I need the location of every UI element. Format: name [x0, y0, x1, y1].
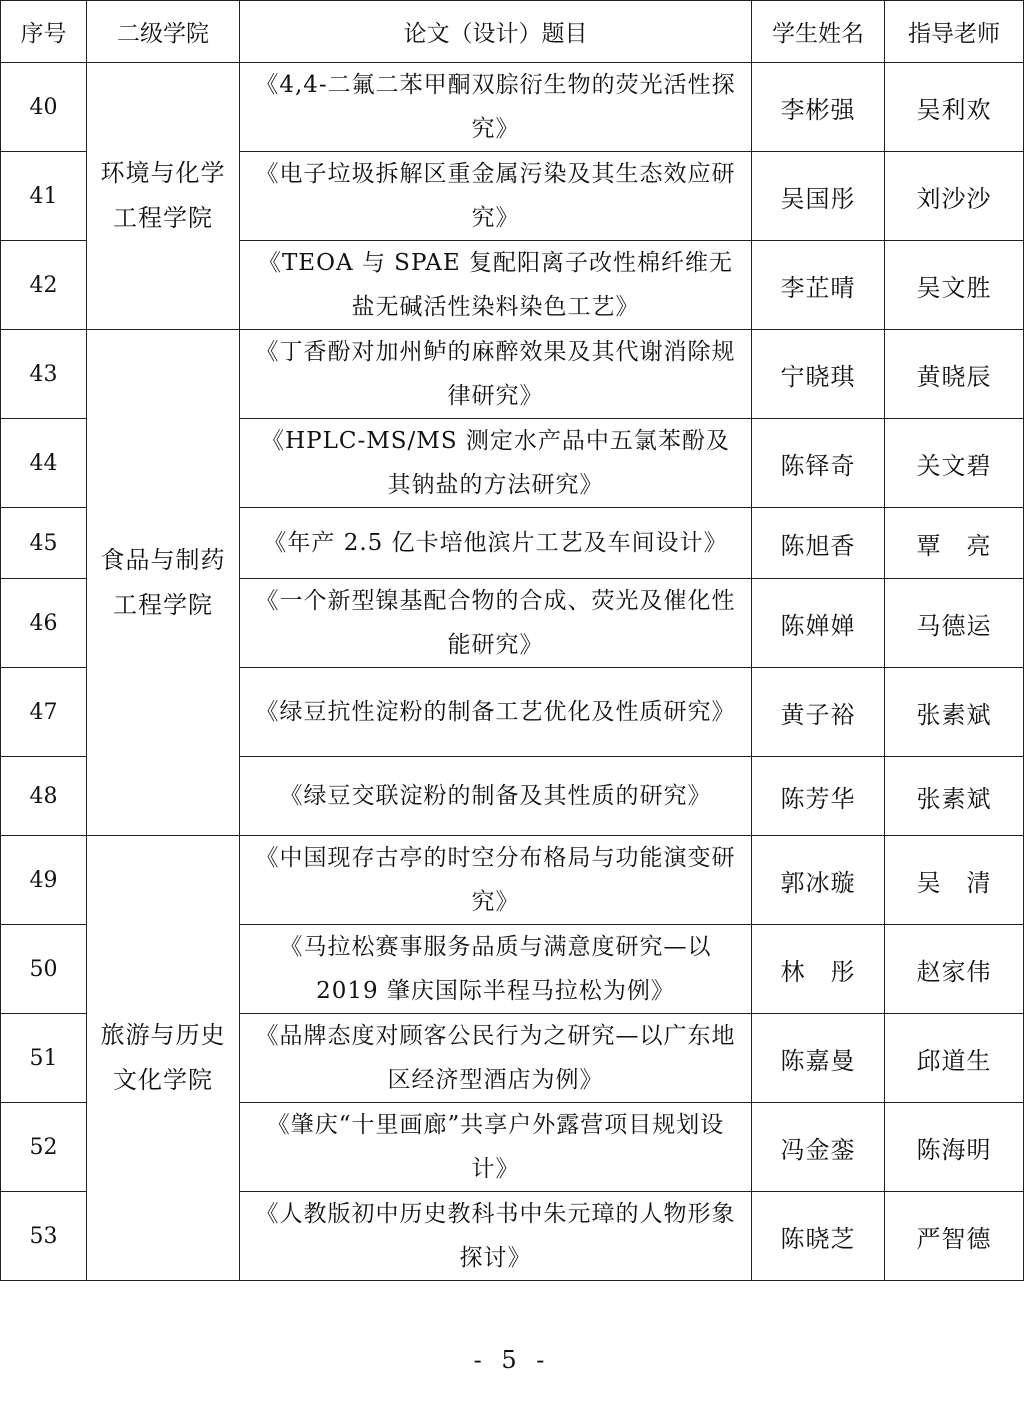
college-line: 环境与化学 — [100, 159, 226, 187]
row-num: 43 — [1, 330, 87, 419]
student-name: 陈铎奇 — [752, 419, 885, 508]
row-num: 50 — [1, 925, 87, 1014]
thesis-title: 《HPLC-MS/MS 测定水产品中五氯苯酚及其钠盐的方法研究》 — [240, 419, 752, 508]
thesis-title: 《中国现存古亭的时空分布格局与功能演变研究》 — [240, 836, 752, 925]
row-num: 51 — [1, 1014, 87, 1103]
header-advisor: 指导老师 — [885, 1, 1024, 63]
row-num: 52 — [1, 1103, 87, 1192]
student-name: 陈旭香 — [752, 508, 885, 579]
row-num: 45 — [1, 508, 87, 579]
student-name: 陈芳华 — [752, 757, 885, 836]
college-cell-env — [87, 63, 240, 330]
student-name: 黄子裕 — [752, 668, 885, 757]
thesis-title: 《绿豆抗性淀粉的制备工艺优化及性质研究》 — [240, 668, 752, 757]
header-title: 论文（设计）题目 — [240, 1, 752, 63]
student-name: 陈嘉曼 — [752, 1014, 885, 1103]
advisor-name: 吴利欢 — [885, 63, 1024, 152]
thesis-title: 《年产 2.5 亿卡培他滨片工艺及车间设计》 — [240, 508, 752, 579]
student-name: 林 彤 — [752, 925, 885, 1014]
row-num: 41 — [1, 152, 87, 241]
student-name: 陈晓芝 — [752, 1192, 885, 1281]
advisor-name: 陈海明 — [885, 1103, 1024, 1192]
thesis-title: 《马拉松赛事服务品质与满意度研究—以 2019 肇庆国际半程马拉松为例》 — [240, 925, 752, 1014]
advisor-name: 吴 清 — [885, 836, 1024, 925]
row-num: 47 — [1, 668, 87, 757]
advisor-name: 吴文胜 — [885, 241, 1024, 330]
student-name: 吴国彤 — [752, 152, 885, 241]
thesis-title: 《4,4-二氟二苯甲酮双腙衍生物的荧光活性探究》 — [240, 63, 752, 152]
row-num: 42 — [1, 241, 87, 330]
college-line: 旅游与历史 — [100, 1021, 226, 1049]
thesis-title: 《TEOA 与 SPAE 复配阳离子改性棉纤维无盐无碱活性染料染色工艺》 — [240, 241, 752, 330]
college-line: 工程学院 — [113, 590, 213, 619]
student-name: 李芷晴 — [752, 241, 885, 330]
header-student: 学生姓名 — [752, 1, 885, 63]
college-cell-food — [87, 330, 240, 836]
student-name: 李彬强 — [752, 63, 885, 152]
advisor-name: 关文碧 — [885, 419, 1024, 508]
table-row — [1, 330, 1024, 419]
student-name: 宁晓琪 — [752, 330, 885, 419]
thesis-title: 《肇庆“十里画廊”共享户外露营项目规划设计》 — [240, 1103, 752, 1192]
student-name: 郭冰璇 — [752, 836, 885, 925]
row-num: 46 — [1, 579, 87, 668]
row-num: 49 — [1, 836, 87, 925]
advisor-name: 张素斌 — [885, 668, 1024, 757]
advisor-name: 黄晓辰 — [885, 330, 1024, 419]
header-num: 序号 — [1, 1, 87, 63]
table-header-row — [1, 1, 1024, 63]
header-college: 二级学院 — [87, 1, 240, 63]
college-cell-tourism — [87, 836, 240, 1281]
college-line: 文化学院 — [113, 1066, 213, 1094]
advisor-name: 张素斌 — [885, 757, 1024, 836]
advisor-name: 覃 亮 — [885, 508, 1024, 579]
thesis-title: 《绿豆交联淀粉的制备及其性质的研究》 — [240, 757, 752, 836]
thesis-title: 《丁香酚对加州鲈的麻醉效果及其代谢消除规律研究》 — [240, 330, 752, 419]
row-num: 53 — [1, 1192, 87, 1281]
page-number: - 5 - — [473, 1346, 551, 1374]
advisor-name: 刘沙沙 — [885, 152, 1024, 241]
student-name: 冯金銮 — [752, 1103, 885, 1192]
advisor-name: 严智德 — [885, 1192, 1024, 1281]
row-num: 40 — [1, 63, 87, 152]
college-line: 食品与制药 — [100, 545, 226, 574]
student-name: 陈婵婵 — [752, 579, 885, 668]
college-line: 工程学院 — [113, 204, 213, 232]
row-num: 44 — [1, 419, 87, 508]
advisor-name: 赵家伟 — [885, 925, 1024, 1014]
table-row — [1, 836, 1024, 925]
table-row — [1, 63, 1024, 152]
thesis-title: 《人教版初中历史教科书中朱元璋的人物形象探讨》 — [240, 1192, 752, 1281]
row-num: 48 — [1, 757, 87, 836]
advisor-name: 马德运 — [885, 579, 1024, 668]
thesis-title: 《电子垃圾拆解区重金属污染及其生态效应研究》 — [240, 152, 752, 241]
thesis-title: 《品牌态度对顾客公民行为之研究—以广东地区经济型酒店为例》 — [240, 1014, 752, 1103]
advisor-name: 邱道生 — [885, 1014, 1024, 1103]
thesis-title: 《一个新型镍基配合物的合成、荧光及催化性能研究》 — [240, 579, 752, 668]
